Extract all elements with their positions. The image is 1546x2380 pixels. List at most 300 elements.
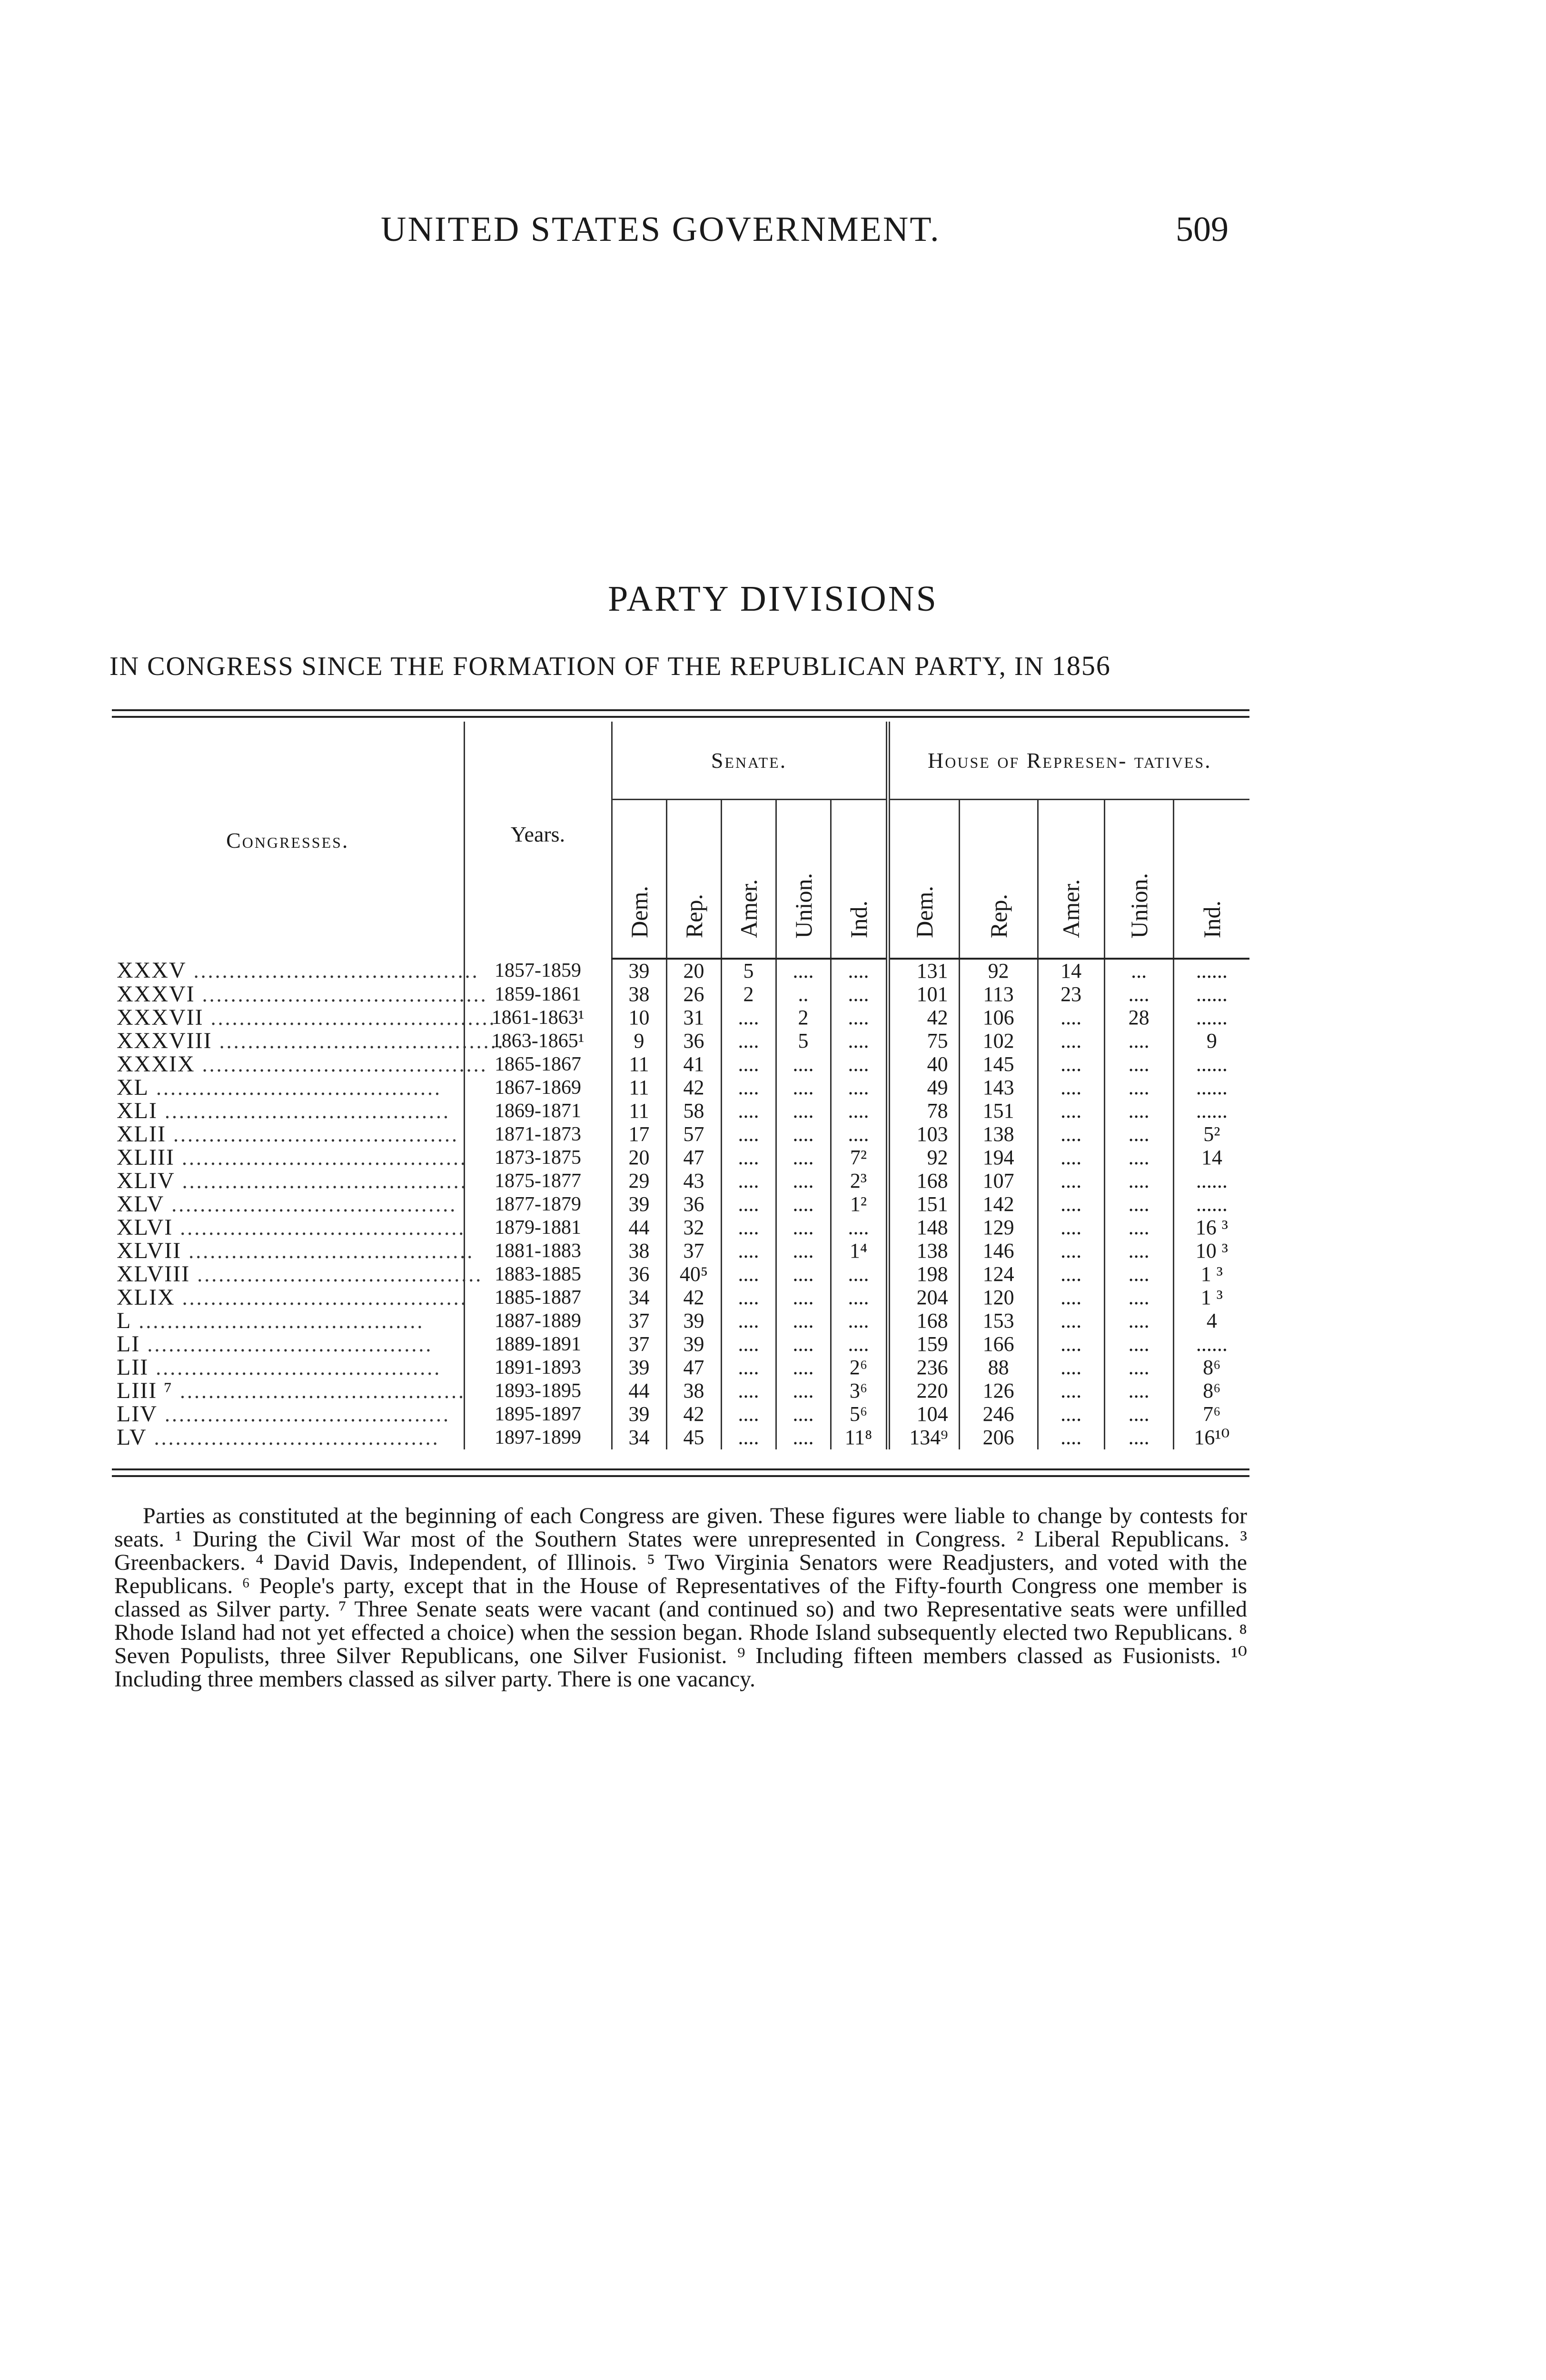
house-rep-cell: 166 bbox=[959, 1333, 1038, 1356]
senate-amer-cell: .... bbox=[721, 1123, 776, 1146]
years-cell: 1889-1891 bbox=[464, 1333, 612, 1356]
house-rep-cell: 126 bbox=[959, 1379, 1038, 1403]
house-ind-cell: 16 ³ bbox=[1173, 1216, 1249, 1240]
house-col-ind: Ind. bbox=[1173, 800, 1249, 959]
senate-union-cell: .... bbox=[776, 1263, 831, 1286]
party-divisions-table bbox=[112, 722, 1249, 1449]
page-subtitle bbox=[109, 650, 1252, 682]
senate-union-cell: .... bbox=[776, 1333, 831, 1356]
house-ind-cell: ...... bbox=[1173, 1193, 1249, 1216]
senate-amer-cell: .... bbox=[721, 1053, 776, 1076]
senate-union-cell: .... bbox=[776, 1379, 831, 1403]
table-row bbox=[112, 1286, 1249, 1309]
leader-dots: ........................................ bbox=[186, 959, 479, 982]
leader-dots: ........................................ bbox=[175, 1169, 468, 1193]
footnotes-text: Parties as constituted at the beginning of each Congress are given. These figures were liable to change by contests for seats. ¹ During the Civil War most of the Southern States were unrepresented in Congress. ² Liberal Republicans. ³ Greenbackers. ⁴ David Davis, Independent, of Illinois. ⁵ Two Virginia Senators were Readjusters, and voted with the Republicans. ⁶ People's party, except that in the House of Representatives of the Fifty-fourth Congress one member is classed as Silver party. ⁷ Three Senate seats were vacant (and continued so) and two Representative seats were unfilled Rhode Island had not yet effected a choice) when the session began. Rhode Island subsequently elected two Republicans. ⁸ Seven Populists, three Silver Republicans, one Silver Fusionist. ⁹ Including fifteen members classed as Fusionists. ¹⁰ Including three members classed as silver party. There is one vacancy. bbox=[114, 1503, 1247, 1692]
leader-dots: ........................................ bbox=[173, 1379, 466, 1403]
house-amer-cell: .... bbox=[1038, 1403, 1104, 1426]
senate-union-cell: .. bbox=[776, 983, 831, 1006]
house-dem-cell: 49 bbox=[888, 1076, 959, 1100]
senate-ind-cell: .... bbox=[831, 1053, 888, 1076]
bottom-rule-2 bbox=[112, 1475, 1249, 1477]
congress-cell bbox=[112, 1333, 464, 1356]
senate-union-cell: .... bbox=[776, 1309, 831, 1333]
house-ind-cell: 14 bbox=[1173, 1146, 1249, 1170]
house-rep-cell: 194 bbox=[959, 1146, 1038, 1170]
leader-dots: ........................................ bbox=[166, 1122, 459, 1146]
house-ind-cell: 5² bbox=[1173, 1123, 1249, 1146]
house-amer-cell: .... bbox=[1038, 1286, 1104, 1309]
table-row bbox=[112, 1216, 1249, 1240]
congress-number: XLVI bbox=[117, 1214, 173, 1240]
house-union-cell: .... bbox=[1104, 1030, 1173, 1053]
house-amer-cell: .... bbox=[1038, 1076, 1104, 1100]
house-dem-cell: 204 bbox=[888, 1286, 959, 1309]
house-col-rep: Rep. bbox=[959, 800, 1038, 959]
house-dem-cell: 131 bbox=[888, 959, 959, 983]
house-amer-cell: .... bbox=[1038, 1146, 1104, 1170]
top-rule-2 bbox=[112, 716, 1249, 718]
congress-number: LII bbox=[117, 1354, 149, 1380]
senate-dem-cell: 37 bbox=[612, 1333, 666, 1356]
senate-dem-cell: 39 bbox=[612, 1403, 666, 1426]
house-rep-cell: 113 bbox=[959, 983, 1038, 1006]
house-amer-cell: .... bbox=[1038, 1123, 1104, 1146]
senate-union-cell: .... bbox=[776, 1403, 831, 1426]
senate-col-rep: Rep. bbox=[666, 800, 721, 959]
house-union-cell: .... bbox=[1104, 983, 1173, 1006]
congress-number: LV bbox=[117, 1424, 147, 1450]
table-row bbox=[112, 1076, 1249, 1100]
years-cell: 1883-1885 bbox=[464, 1263, 612, 1286]
senate-rep-cell: 42 bbox=[666, 1403, 721, 1426]
congress-number: XLIX bbox=[117, 1284, 175, 1310]
years-cell: 1879-1881 bbox=[464, 1216, 612, 1240]
house-dem-cell: 78 bbox=[888, 1100, 959, 1123]
years-cell: 1865-1867 bbox=[464, 1053, 612, 1076]
senate-union-cell: .... bbox=[776, 1216, 831, 1240]
house-ind-cell: ...... bbox=[1173, 959, 1249, 983]
house-union-cell: ... bbox=[1104, 959, 1173, 983]
leader-dots: ........................................ bbox=[212, 1029, 505, 1053]
years-cell: 1885-1887 bbox=[464, 1286, 612, 1309]
senate-amer-cell: .... bbox=[721, 1216, 776, 1240]
house-dem-cell: 75 bbox=[888, 1030, 959, 1053]
table-row bbox=[112, 1403, 1249, 1426]
senate-rep-cell: 42 bbox=[666, 1286, 721, 1309]
senate-rep-cell: 32 bbox=[666, 1216, 721, 1240]
house-dem-cell: 151 bbox=[888, 1193, 959, 1216]
senate-amer-cell: .... bbox=[721, 1333, 776, 1356]
table-row bbox=[112, 1100, 1249, 1123]
house-union-cell: .... bbox=[1104, 1216, 1173, 1240]
senate-rep-cell: 42 bbox=[666, 1076, 721, 1100]
senate-rep-cell: 26 bbox=[666, 983, 721, 1006]
senate-amer-cell: .... bbox=[721, 1240, 776, 1263]
senate-dem-cell: 38 bbox=[612, 1240, 666, 1263]
leader-dots: ........................................ bbox=[173, 1216, 466, 1240]
house-rep-cell: 88 bbox=[959, 1356, 1038, 1379]
senate-ind-cell: .... bbox=[831, 1216, 888, 1240]
house-dem-cell: 168 bbox=[888, 1309, 959, 1333]
senate-ind-cell: .... bbox=[831, 1309, 888, 1333]
senate-amer-cell: .... bbox=[721, 1030, 776, 1053]
senate-union-cell: .... bbox=[776, 1146, 831, 1170]
house-amer-cell: .... bbox=[1038, 1216, 1104, 1240]
senate-dem-cell: 44 bbox=[612, 1379, 666, 1403]
senate-col-amer: Amer. bbox=[721, 800, 776, 959]
congress-number: XLIV bbox=[117, 1168, 175, 1193]
house-amer-cell: .... bbox=[1038, 1356, 1104, 1379]
house-ind-cell: ...... bbox=[1173, 1006, 1249, 1030]
congress-number: LIII ⁷ bbox=[117, 1378, 173, 1403]
senate-amer-cell: .... bbox=[721, 1193, 776, 1216]
congress-cell bbox=[112, 1004, 496, 1030]
table-row bbox=[112, 1333, 1249, 1356]
house-rep-cell: 146 bbox=[959, 1240, 1038, 1263]
house-union-cell: .... bbox=[1104, 1333, 1173, 1356]
senate-dem-cell: 39 bbox=[612, 1193, 666, 1216]
top-rule bbox=[112, 709, 1249, 711]
house-union-cell: .... bbox=[1104, 1123, 1173, 1146]
senate-union-cell: .... bbox=[776, 1193, 831, 1216]
house-amer-cell: .... bbox=[1038, 1053, 1104, 1076]
house-union-cell: .... bbox=[1104, 1263, 1173, 1286]
years-cell: 1893-1895 bbox=[464, 1379, 612, 1403]
congress-number: XLIII bbox=[117, 1144, 175, 1170]
house-ind-cell: ...... bbox=[1173, 1053, 1249, 1076]
house-rep-cell: 153 bbox=[959, 1309, 1038, 1333]
table-row bbox=[112, 1379, 1249, 1403]
senate-ind-cell: 5⁶ bbox=[831, 1403, 888, 1426]
senate-ind-cell: 1² bbox=[831, 1193, 888, 1216]
senate-dem-cell: 34 bbox=[612, 1426, 666, 1449]
senate-rep-cell: 40⁵ bbox=[666, 1263, 721, 1286]
house-amer-cell: .... bbox=[1038, 1309, 1104, 1333]
years-cell: 1887-1889 bbox=[464, 1309, 612, 1333]
senate-amer-cell: .... bbox=[721, 1286, 776, 1309]
senate-amer-cell: 2 bbox=[721, 983, 776, 1006]
table-row bbox=[112, 1356, 1249, 1379]
senate-union-cell: .... bbox=[776, 1426, 831, 1449]
congress-number: L bbox=[117, 1308, 132, 1333]
senate-col-ind: Ind. bbox=[831, 800, 888, 959]
senate-amer-cell: .... bbox=[721, 1403, 776, 1426]
house-amer-cell: .... bbox=[1038, 1426, 1104, 1449]
senate-amer-cell: .... bbox=[721, 1076, 776, 1100]
congress-cell bbox=[112, 1100, 464, 1123]
senate-rep-cell: 38 bbox=[666, 1379, 721, 1403]
subtitle-text: IN CONGRESS SINCE THE FORMATION OF THE REPUBLICAN PARTY, IN bbox=[109, 652, 1044, 681]
years-cell: 1859-1861 bbox=[464, 983, 612, 1006]
senate-dem-cell: 11 bbox=[612, 1100, 666, 1123]
house-amer-cell: 14 bbox=[1038, 959, 1104, 983]
leader-dots: ........................................ bbox=[149, 1076, 442, 1100]
senate-amer-cell: .... bbox=[721, 1379, 776, 1403]
leader-dots: ........................................ bbox=[164, 1192, 457, 1216]
table-row bbox=[112, 1006, 1249, 1030]
house-ind-cell: 8⁶ bbox=[1173, 1356, 1249, 1379]
senate-dem-cell: 11 bbox=[612, 1053, 666, 1076]
years-cell: 1877-1879 bbox=[464, 1193, 612, 1216]
congress-number: XLVII bbox=[117, 1238, 182, 1263]
house-union-cell: .... bbox=[1104, 1170, 1173, 1193]
senate-dem-cell: 17 bbox=[612, 1123, 666, 1146]
house-dem-cell: 220 bbox=[888, 1379, 959, 1403]
senate-ind-cell: .... bbox=[831, 983, 888, 1006]
years-cell: 1861-1863¹ bbox=[464, 1006, 612, 1030]
house-union-cell: .... bbox=[1104, 1100, 1173, 1123]
congress-cell bbox=[112, 981, 488, 1007]
house-ind-cell: ...... bbox=[1173, 1076, 1249, 1100]
house-ind-cell: ...... bbox=[1173, 1333, 1249, 1356]
congress-cell bbox=[112, 1403, 464, 1426]
house-union-cell: .... bbox=[1104, 1403, 1173, 1426]
senate-amer-cell: .... bbox=[721, 1146, 776, 1170]
congress-number: XXXIX bbox=[117, 1051, 195, 1077]
house-union-cell: .... bbox=[1104, 1240, 1173, 1263]
senate-union-cell: .... bbox=[776, 1053, 831, 1076]
senate-dem-cell: 44 bbox=[612, 1216, 666, 1240]
house-amer-cell: .... bbox=[1038, 1193, 1104, 1216]
house-union-cell: 28 bbox=[1104, 1006, 1173, 1030]
leader-dots: ........................................ bbox=[203, 1006, 496, 1030]
senate-rep-cell: 37 bbox=[666, 1240, 721, 1263]
congress-number: XLII bbox=[117, 1121, 166, 1147]
congress-cell bbox=[112, 1168, 468, 1193]
senate-rep-cell: 57 bbox=[666, 1123, 721, 1146]
senate-dem-cell: 39 bbox=[612, 959, 666, 983]
house-ind-cell: ...... bbox=[1173, 1100, 1249, 1123]
page-number: 509 bbox=[1176, 210, 1229, 249]
congress-cell bbox=[112, 1216, 464, 1240]
house-ind-cell: 9 bbox=[1173, 1030, 1249, 1053]
senate-ind-cell: .... bbox=[831, 1286, 888, 1309]
house-col-dem: Dem. bbox=[888, 800, 959, 959]
senate-union-cell: .... bbox=[776, 1123, 831, 1146]
house-rep-cell: 102 bbox=[959, 1030, 1038, 1053]
senate-union-cell: .... bbox=[776, 1170, 831, 1193]
table-row bbox=[112, 1053, 1249, 1076]
house-union-cell: .... bbox=[1104, 1193, 1173, 1216]
house-dem-cell: 101 bbox=[888, 983, 959, 1006]
house-dem-cell: 104 bbox=[888, 1403, 959, 1426]
senate-amer-cell: .... bbox=[721, 1170, 776, 1193]
senate-amer-cell: .... bbox=[721, 1100, 776, 1123]
house-rep-cell: 143 bbox=[959, 1076, 1038, 1100]
senate-dem-cell: 39 bbox=[612, 1356, 666, 1379]
house-ind-cell: ...... bbox=[1173, 1170, 1249, 1193]
table-row bbox=[112, 983, 1249, 1006]
house-union-cell: .... bbox=[1104, 1309, 1173, 1333]
table-row bbox=[112, 959, 1249, 983]
house-dem-cell: 168 bbox=[888, 1170, 959, 1193]
senate-dem-cell: 34 bbox=[612, 1286, 666, 1309]
running-head bbox=[0, 209, 1546, 252]
table-body bbox=[112, 959, 1249, 1449]
congress-number: XXXVI bbox=[117, 981, 195, 1007]
senate-ind-cell: .... bbox=[831, 959, 888, 983]
senate-rep-cell: 39 bbox=[666, 1333, 721, 1356]
house-ind-cell: 1 ³ bbox=[1173, 1263, 1249, 1286]
congress-number: XLVIII bbox=[117, 1261, 190, 1287]
congress-cell bbox=[112, 957, 479, 983]
house-dem-cell: 159 bbox=[888, 1333, 959, 1356]
years-cell: 1873-1875 bbox=[464, 1146, 612, 1170]
house-dem-cell: 148 bbox=[888, 1216, 959, 1240]
years-cell: 1897-1899 bbox=[464, 1426, 612, 1449]
house-amer-cell: .... bbox=[1038, 1263, 1104, 1286]
senate-rep-cell: 58 bbox=[666, 1100, 721, 1123]
congress-cell bbox=[112, 1193, 464, 1216]
congress-cell bbox=[112, 1144, 467, 1170]
house-amer-cell: .... bbox=[1038, 1379, 1104, 1403]
house-rep-cell: 129 bbox=[959, 1216, 1038, 1240]
leader-dots: ........................................ bbox=[157, 1402, 450, 1426]
subtitle-year: 1856 bbox=[1051, 650, 1111, 681]
senate-dem-cell: 20 bbox=[612, 1146, 666, 1170]
group-house: House of Represen- tatives. bbox=[888, 722, 1249, 800]
group-senate: Senate. bbox=[612, 722, 888, 800]
senate-union-cell: .... bbox=[776, 1286, 831, 1309]
house-ind-cell: 16¹⁰ bbox=[1173, 1426, 1249, 1449]
senate-dem-cell: 9 bbox=[612, 1030, 666, 1053]
senate-ind-cell: .... bbox=[831, 1263, 888, 1286]
senate-amer-cell: 5 bbox=[721, 959, 776, 983]
years-cell: 1875-1877 bbox=[464, 1170, 612, 1193]
footnotes bbox=[114, 1504, 1247, 1691]
senate-rep-cell: 47 bbox=[666, 1356, 721, 1379]
table-row bbox=[112, 1193, 1249, 1216]
house-ind-cell: 10 ³ bbox=[1173, 1240, 1249, 1263]
house-ind-cell: 8⁶ bbox=[1173, 1379, 1249, 1403]
house-dem-cell: 198 bbox=[888, 1263, 959, 1286]
house-union-cell: .... bbox=[1104, 1379, 1173, 1403]
congress-number: LI bbox=[117, 1331, 140, 1357]
senate-union-cell: .... bbox=[776, 1356, 831, 1379]
senate-dem-cell: 29 bbox=[612, 1170, 666, 1193]
house-amer-cell: .... bbox=[1038, 1100, 1104, 1123]
congress-number: XXXVIII bbox=[117, 1028, 212, 1053]
senate-rep-cell: 39 bbox=[666, 1309, 721, 1333]
senate-dem-cell: 38 bbox=[612, 983, 666, 1006]
congress-number: XL bbox=[117, 1074, 149, 1100]
house-rep-cell: 107 bbox=[959, 1170, 1038, 1193]
house-rep-cell: 246 bbox=[959, 1403, 1038, 1426]
leader-dots: ........................................ bbox=[195, 1052, 488, 1076]
leader-dots: ........................................ bbox=[174, 1146, 467, 1170]
table-row bbox=[112, 1309, 1249, 1333]
senate-ind-cell: 7² bbox=[831, 1146, 888, 1170]
house-dem-cell: 134⁹ bbox=[888, 1426, 959, 1449]
congress-cell bbox=[112, 1028, 505, 1053]
years-cell: 1863-1865¹ bbox=[464, 1030, 612, 1053]
senate-rep-cell: 36 bbox=[666, 1030, 721, 1053]
table-row bbox=[112, 1170, 1249, 1193]
senate-rep-cell: 41 bbox=[666, 1053, 721, 1076]
page-title: PARTY DIVISIONS bbox=[608, 579, 938, 619]
congress-cell bbox=[112, 1261, 483, 1287]
leader-dots: ........................................ bbox=[149, 1356, 442, 1379]
congress-number: XLI bbox=[117, 1098, 158, 1123]
table-row bbox=[112, 1030, 1249, 1053]
years-cell: 1867-1869 bbox=[464, 1076, 612, 1100]
congress-cell bbox=[112, 1309, 464, 1333]
leader-dots: ........................................ bbox=[147, 1426, 440, 1449]
senate-ind-cell: .... bbox=[831, 1006, 888, 1030]
senate-rep-cell: 45 bbox=[666, 1426, 721, 1449]
house-ind-cell: 7⁶ bbox=[1173, 1403, 1249, 1426]
senate-union-cell: .... bbox=[776, 1100, 831, 1123]
congress-cell bbox=[112, 1356, 464, 1379]
years-cell: 1895-1897 bbox=[464, 1403, 612, 1426]
senate-dem-cell: 37 bbox=[612, 1309, 666, 1333]
leader-dots: ........................................ bbox=[190, 1262, 483, 1286]
years-cell: 1869-1871 bbox=[464, 1100, 612, 1123]
house-col-amer: Amer. bbox=[1038, 800, 1104, 959]
senate-dem-cell: 36 bbox=[612, 1263, 666, 1286]
congress-cell bbox=[112, 1238, 475, 1263]
senate-union-cell: 5 bbox=[776, 1030, 831, 1053]
table-row bbox=[112, 1426, 1249, 1449]
senate-ind-cell: .... bbox=[831, 1076, 888, 1100]
house-dem-cell: 103 bbox=[888, 1123, 959, 1146]
senate-ind-cell: 2⁶ bbox=[831, 1356, 888, 1379]
table-row bbox=[112, 1123, 1249, 1146]
senate-dem-cell: 11 bbox=[612, 1076, 666, 1100]
house-rep-cell: 120 bbox=[959, 1286, 1038, 1309]
senate-ind-cell: 2³ bbox=[831, 1170, 888, 1193]
senate-col-dem: Dem. bbox=[612, 800, 666, 959]
house-union-cell: .... bbox=[1104, 1076, 1173, 1100]
leader-dots: ........................................ bbox=[175, 1286, 468, 1309]
senate-rep-cell: 47 bbox=[666, 1146, 721, 1170]
senate-amer-cell: .... bbox=[721, 1309, 776, 1333]
house-rep-cell: 138 bbox=[959, 1123, 1038, 1146]
congress-cell bbox=[112, 1076, 464, 1100]
leader-dots: ........................................ bbox=[157, 1099, 450, 1123]
leader-dots: ........................................ bbox=[131, 1309, 425, 1333]
house-dem-cell: 236 bbox=[888, 1356, 959, 1379]
senate-ind-cell: 1⁴ bbox=[831, 1240, 888, 1263]
house-dem-cell: 40 bbox=[888, 1053, 959, 1076]
party-divisions-table-wrap bbox=[112, 709, 1249, 1477]
congress-number: XXXV bbox=[117, 957, 187, 983]
years-cell: 1881-1883 bbox=[464, 1240, 612, 1263]
senate-ind-cell: .... bbox=[831, 1030, 888, 1053]
house-union-cell: .... bbox=[1104, 1053, 1173, 1076]
senate-rep-cell: 31 bbox=[666, 1006, 721, 1030]
house-rep-cell: 151 bbox=[959, 1100, 1038, 1123]
house-rep-cell: 92 bbox=[959, 959, 1038, 983]
house-union-cell: .... bbox=[1104, 1146, 1173, 1170]
table-row bbox=[112, 1146, 1249, 1170]
congress-cell bbox=[112, 1123, 464, 1146]
senate-amer-cell: .... bbox=[721, 1356, 776, 1379]
house-dem-cell: 92 bbox=[888, 1146, 959, 1170]
house-rep-cell: 106 bbox=[959, 1006, 1038, 1030]
senate-rep-cell: 43 bbox=[666, 1170, 721, 1193]
senate-ind-cell: 11⁸ bbox=[831, 1426, 888, 1449]
senate-amer-cell: .... bbox=[721, 1006, 776, 1030]
leader-dots: ........................................ bbox=[140, 1332, 433, 1356]
congress-cell bbox=[112, 1051, 488, 1077]
senate-amer-cell: .... bbox=[721, 1426, 776, 1449]
house-dem-cell: 138 bbox=[888, 1240, 959, 1263]
house-ind-cell: ...... bbox=[1173, 983, 1249, 1006]
house-union-cell: .... bbox=[1104, 1356, 1173, 1379]
congress-number: XLV bbox=[117, 1191, 165, 1217]
